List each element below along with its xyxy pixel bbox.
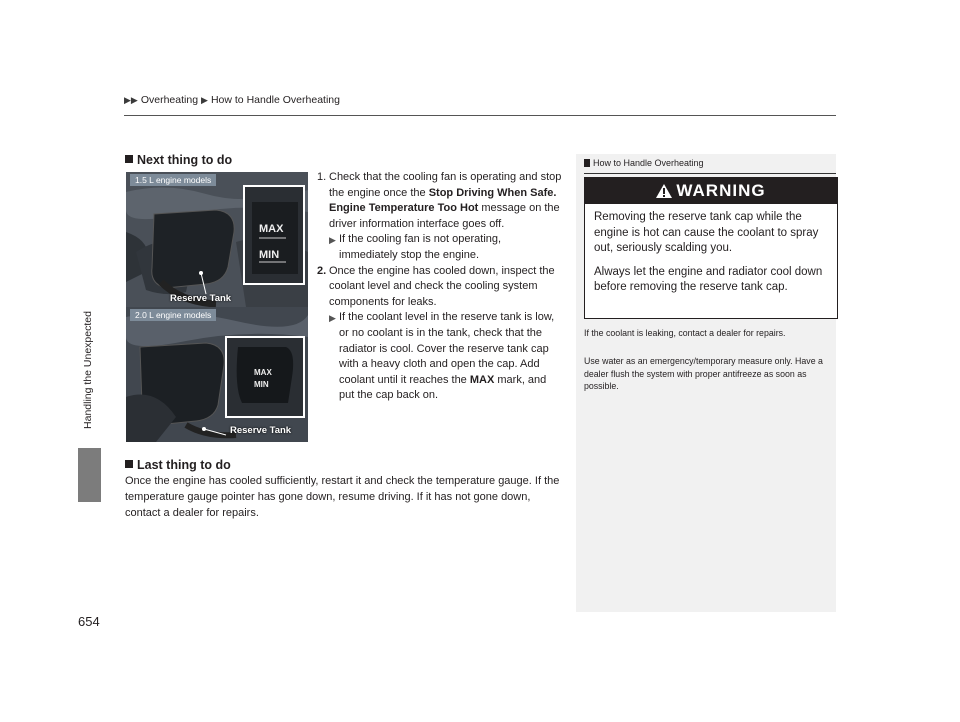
steps-list — [317, 170, 562, 404]
warning-header: WARNING — [585, 178, 837, 204]
breadcrumb-overheating[interactable]: Overheating — [140, 94, 199, 106]
square-bullet-icon — [125, 155, 133, 163]
engine-bay-1-5l-illustration — [126, 172, 308, 307]
last-thing-text: Once the engine has cooled sufficiently, restart it and check the temperature gauge. If the temperature gauge pointer has gone down, resume driving. If it has not gone down, contact a dealer for repairs. — [125, 475, 560, 519]
breadcrumb-how-to-handle[interactable]: How to Handle Overheating — [210, 94, 340, 106]
reserve-tank-label-2: Reserve Tank — [230, 425, 292, 436]
engine-figure — [126, 172, 308, 442]
warning-text-2: Always let the engine and radiator cool down before removing the reserve tank cap. — [594, 265, 823, 293]
engine-bay-2-0l-illustration — [126, 307, 308, 442]
reference-icon — [584, 159, 590, 167]
step-2: 2. Once the engine has cooled down, inspect the coolant level and check the cooling system components for leaks. — [317, 264, 555, 308]
next-thing-heading: Next thing to do — [125, 153, 232, 167]
sidebar-title: How to Handle Overheating — [584, 158, 704, 168]
svg-text:MAX: MAX — [254, 368, 272, 377]
square-bullet-icon — [125, 460, 133, 468]
sidebar-divider — [584, 173, 836, 174]
section-tab — [78, 448, 101, 502]
max-mark: MAX — [259, 223, 284, 235]
last-thing-heading: Last thing to do — [125, 458, 231, 472]
header-divider — [124, 115, 836, 116]
warning-text-1: Removing the reserve tank cap while the engine is hot can cause the coolant to spray out, seriously scalding you. — [594, 211, 819, 254]
reserve-tank-label-1: Reserve Tank — [170, 293, 232, 304]
model-tag-2-0l: 2.0 L engine models — [130, 309, 216, 321]
step-1-note: ▶ If the cooling fan is not operating, immediately stop the engine. — [329, 232, 562, 263]
arrow-right-icon: ▶ — [329, 235, 336, 246]
warning-icon — [656, 184, 672, 198]
step-2-note: ▶ If the coolant level in the reserve tank is low, or no coolant is in the tank, check that the radiator is cool. Cover the reserve tank cap with a heavy cloth and open the cap. Add coolant until it reaches the MAX mark, and put the cap back on. — [329, 310, 562, 404]
warning-body — [585, 204, 837, 310]
sidebar-note-leak: If the coolant is leaking, contact a dealer for repairs. — [584, 328, 786, 338]
sidebar-notes — [576, 154, 836, 612]
sidebar-note-water: Use water as an emergency/temporary measure only. Have a dealer flush the system with proper antifreeze as soon as possible. — [584, 356, 823, 391]
figure-panel-1-5l — [126, 172, 308, 307]
step-1: 1. Check that the cooling fan is operating and stop the engine once the Stop Driving When Safe. Engine Temperature Too Hot message on the driver information interface goes off. — [317, 171, 562, 230]
svg-text:MIN: MIN — [254, 380, 269, 389]
min-mark: MIN — [259, 249, 280, 261]
warning-box — [584, 177, 838, 319]
model-tag-1-5l: 1.5 L engine models — [130, 174, 216, 186]
chevron-right-icon: ▶▶ — [124, 94, 138, 105]
arrow-right-icon: ▶ — [329, 313, 336, 324]
section-side-label: Handling the Unexpected — [82, 311, 95, 429]
figure-panel-2-0l — [126, 307, 308, 442]
breadcrumb — [124, 94, 340, 106]
chevron-right-icon: ▶ — [201, 94, 208, 105]
page-number: 654 — [78, 614, 100, 629]
